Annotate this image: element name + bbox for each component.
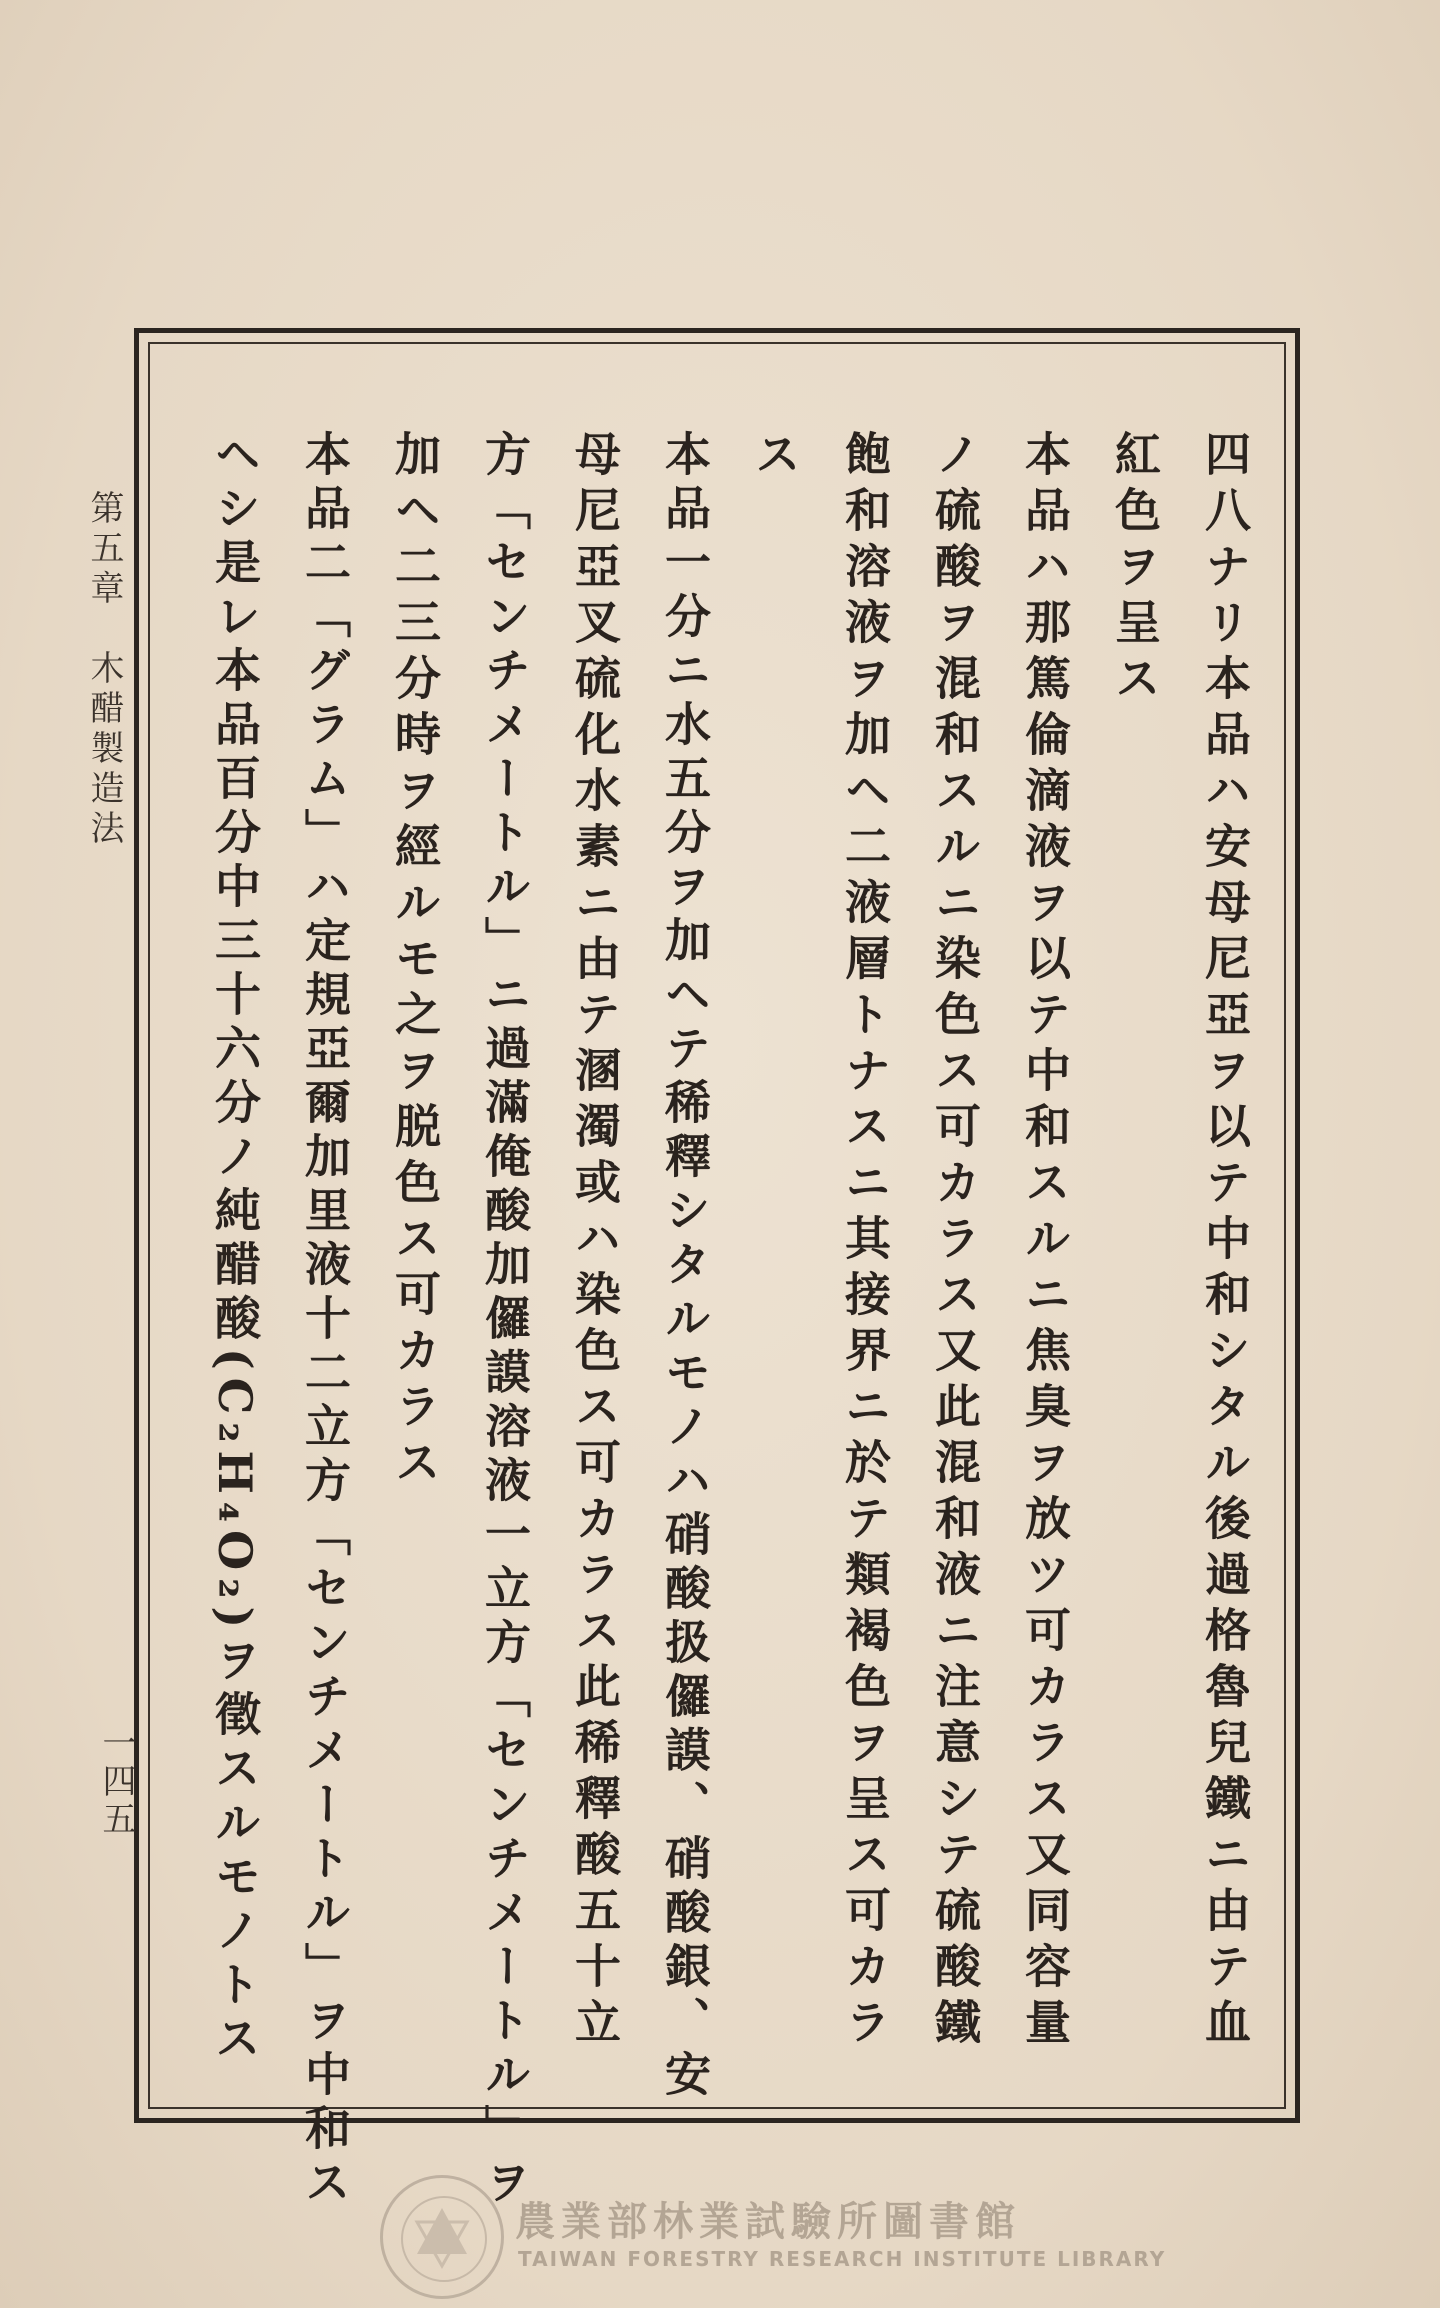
text-column: ヘシ是レ本品百分中三十六分ノ純醋酸(C₂H₄O₂)ヲ徵スルモノトス [208, 430, 262, 2069]
text-column: ノ硫酸ヲ混和スルニ染色ス可カラス又此混和液ニ注意シテ硫酸鐵 [928, 430, 982, 2054]
text-column: 四八ナリ本品ハ安母尼亞ヲ以テ中和シタル後過格魯兒鐵ニ由テ血 [1198, 430, 1252, 2054]
page-number: 一四五 [96, 1725, 136, 1839]
text-column: ス [748, 430, 802, 486]
chapter-header: 第五章 木醋製造法 [84, 490, 124, 850]
library-seal-icon [380, 2175, 504, 2299]
text-column: 加ヘ二三分時ヲ經ルモ之ヲ脱色ス可カラス [388, 430, 442, 1494]
text-column: 方「センチメートル」ニ過滿俺酸加儸謨溶液一立方「センチメートル」ヲ [478, 430, 532, 2212]
text-column: 飽和溶液ヲ加ヘ二液層トナスニ其接界ニ於テ類褐色ヲ呈ス可カラ [838, 430, 892, 2054]
library-name-chinese: 農業部林業試驗所圖書館 [515, 2198, 1021, 2245]
text-column: 本品一分ニ水五分ヲ加ヘテ稀釋シタルモノハ硝酸扱儸謨、硝酸銀、安 [658, 430, 712, 2104]
text-column: 本品二「グラム」ハ定規亞爾加里液十二立方「センチメートル」ヲ中和ス [298, 430, 352, 2212]
text-column: 本品ハ那篤倫滴液ヲ以テ中和スルニ焦臭ヲ放ツ可カラス又同容量 [1018, 430, 1072, 2054]
text-column: 母尼亞叉硫化水素ニ由テ溷濁或ハ染色ス可カラス此稀釋酸五十立 [568, 430, 622, 2054]
library-name-english: TAIWAN FORESTRY RESEARCH INSTITUTE LIBRARY [518, 2247, 1167, 2271]
vertical-text-body [180, 430, 1270, 2212]
text-column: 紅色ヲ呈ス [1108, 430, 1162, 710]
